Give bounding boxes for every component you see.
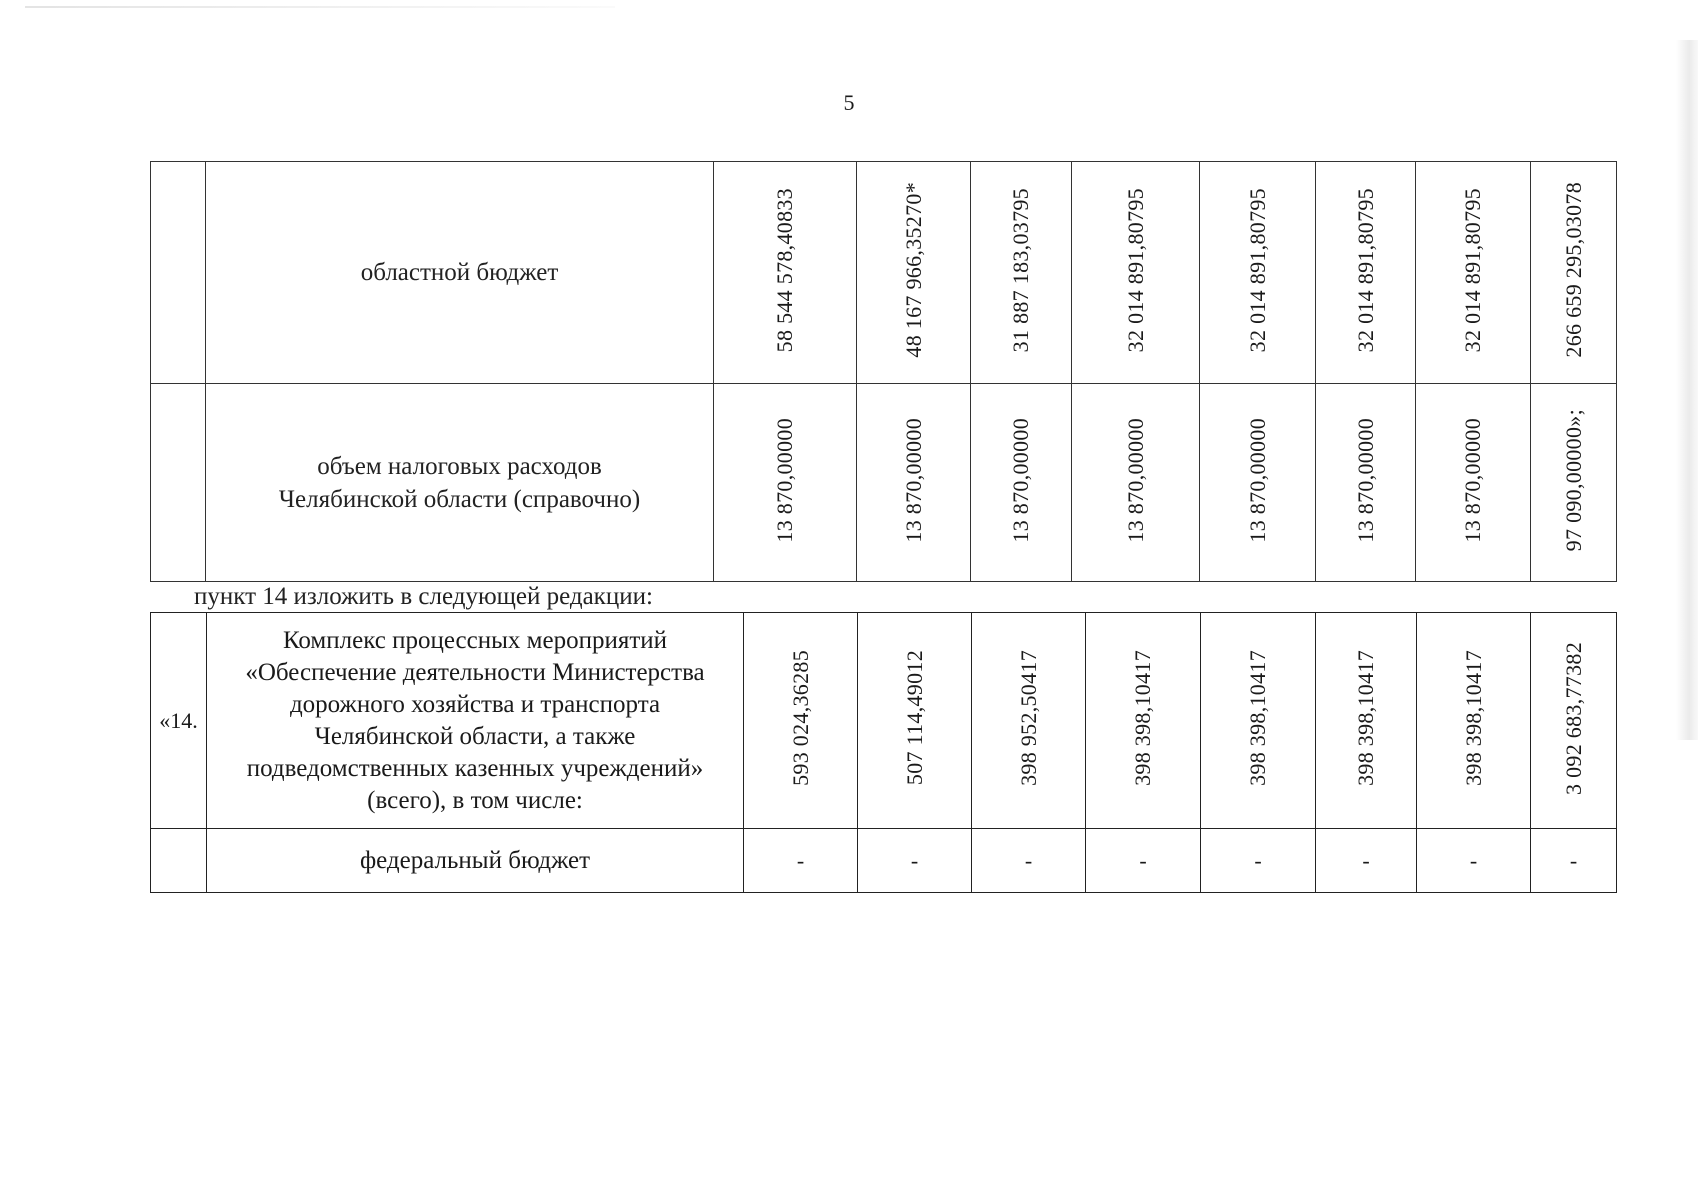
row-number-cell [151, 829, 207, 893]
value-cell: - [1201, 829, 1316, 893]
total-value-cell [1531, 613, 1617, 829]
row-label-line: дорожного хозяйства и транспорта [289, 690, 661, 718]
value-cell [858, 613, 972, 829]
value-cell [1316, 613, 1417, 829]
row-label-line: объем налоговых расходов [317, 452, 602, 480]
value-cell [1316, 162, 1416, 384]
value-cell [714, 162, 857, 384]
total-value-cell [1531, 384, 1617, 582]
value-cell [1072, 162, 1200, 384]
value-cell [971, 384, 1072, 582]
value-text: 398 952,50417 [1015, 650, 1041, 786]
row-label-line: (всего), в том числе: [367, 786, 583, 814]
row-label-line: подведомственных казенных учреждений» [246, 754, 704, 782]
value-text: 398 398,10417 [1130, 650, 1155, 786]
value-text: 398 398,10417 [1460, 650, 1486, 786]
row-label: областной бюджет [206, 162, 714, 384]
value-text: 13 870,00000 [1244, 417, 1270, 543]
value-cell [1200, 384, 1316, 582]
total-value-text: 97 090,00000»; [1560, 408, 1586, 552]
row-label: федеральный бюджет [207, 829, 744, 893]
value-cell: - [1417, 829, 1531, 893]
value-cell: - [1086, 829, 1201, 893]
value-cell: - [1316, 829, 1417, 893]
table-row [151, 613, 1617, 829]
value-cell: - [972, 829, 1086, 893]
value-cell [1072, 384, 1200, 582]
value-cell [1200, 162, 1316, 384]
value-text: 13 870,00000 [1122, 417, 1148, 543]
value-text: 48 167 966,35270* [900, 182, 926, 358]
value-cell [1086, 613, 1201, 829]
value-cell [971, 162, 1072, 384]
value-text: 13 870,00000 [1008, 417, 1033, 543]
value-text: 31 887 183,03795 [1008, 187, 1033, 353]
value-cell: - [744, 829, 858, 893]
table-row [151, 384, 1617, 582]
total-value-text: 3 092 683,77382 [1560, 641, 1586, 795]
value-cell [857, 384, 971, 582]
row-label-line: Челябинской области (справочно) [278, 485, 641, 513]
total-value-cell: - [1531, 829, 1617, 893]
value-text: 13 870,00000 [1460, 417, 1485, 543]
value-text: 32 014 891,80795 [1122, 187, 1148, 353]
row-label-line: Комплекс процессных мероприятий [282, 626, 668, 654]
budget-table-top [150, 161, 1617, 582]
total-value-text: 266 659 295,03078 [1560, 182, 1586, 358]
row-label-line: Челябинской области, а также [314, 722, 636, 750]
value-cell [744, 613, 858, 829]
value-cell [1316, 384, 1416, 582]
value-cell [1416, 384, 1531, 582]
total-value-cell [1531, 162, 1617, 384]
page-number: 5 [843, 90, 855, 115]
value-text: 32 014 891,80795 [1460, 187, 1485, 353]
row-number-cell [151, 162, 206, 384]
amendment-note: пункт 14 изложить в следующей редакции: [194, 583, 653, 610]
value-cell [1417, 613, 1531, 829]
value-text: 507 114,49012 [901, 650, 927, 786]
value-text: 32 014 891,80795 [1352, 187, 1378, 353]
row-label-line: «Обеспечение деятельности Министерства [245, 658, 705, 686]
table-row [151, 162, 1617, 384]
value-cell [1201, 613, 1316, 829]
scan-artifact-side [1676, 40, 1698, 740]
scan-artifact-top [25, 6, 615, 8]
value-text: 13 870,00000 [772, 417, 797, 543]
row-number-cell [151, 384, 206, 582]
row-number-cell: «14. [151, 613, 207, 829]
value-text: 13 870,00000 [900, 417, 926, 543]
value-cell [972, 613, 1086, 829]
row-label [207, 613, 744, 829]
row-label [206, 384, 714, 582]
value-text: 398 398,10417 [1245, 650, 1270, 786]
value-cell [1416, 162, 1531, 384]
value-text: 593 024,36285 [787, 650, 813, 786]
budget-table-bottom [150, 612, 1617, 893]
value-cell: - [858, 829, 972, 893]
value-text: 13 870,00000 [1352, 417, 1378, 543]
table-row [151, 829, 1617, 893]
value-text: 32 014 891,80795 [1244, 187, 1270, 353]
value-text: 58 544 578,40833 [772, 187, 797, 353]
value-cell [714, 384, 857, 582]
value-cell [857, 162, 971, 384]
value-text: 398 398,10417 [1353, 650, 1378, 786]
